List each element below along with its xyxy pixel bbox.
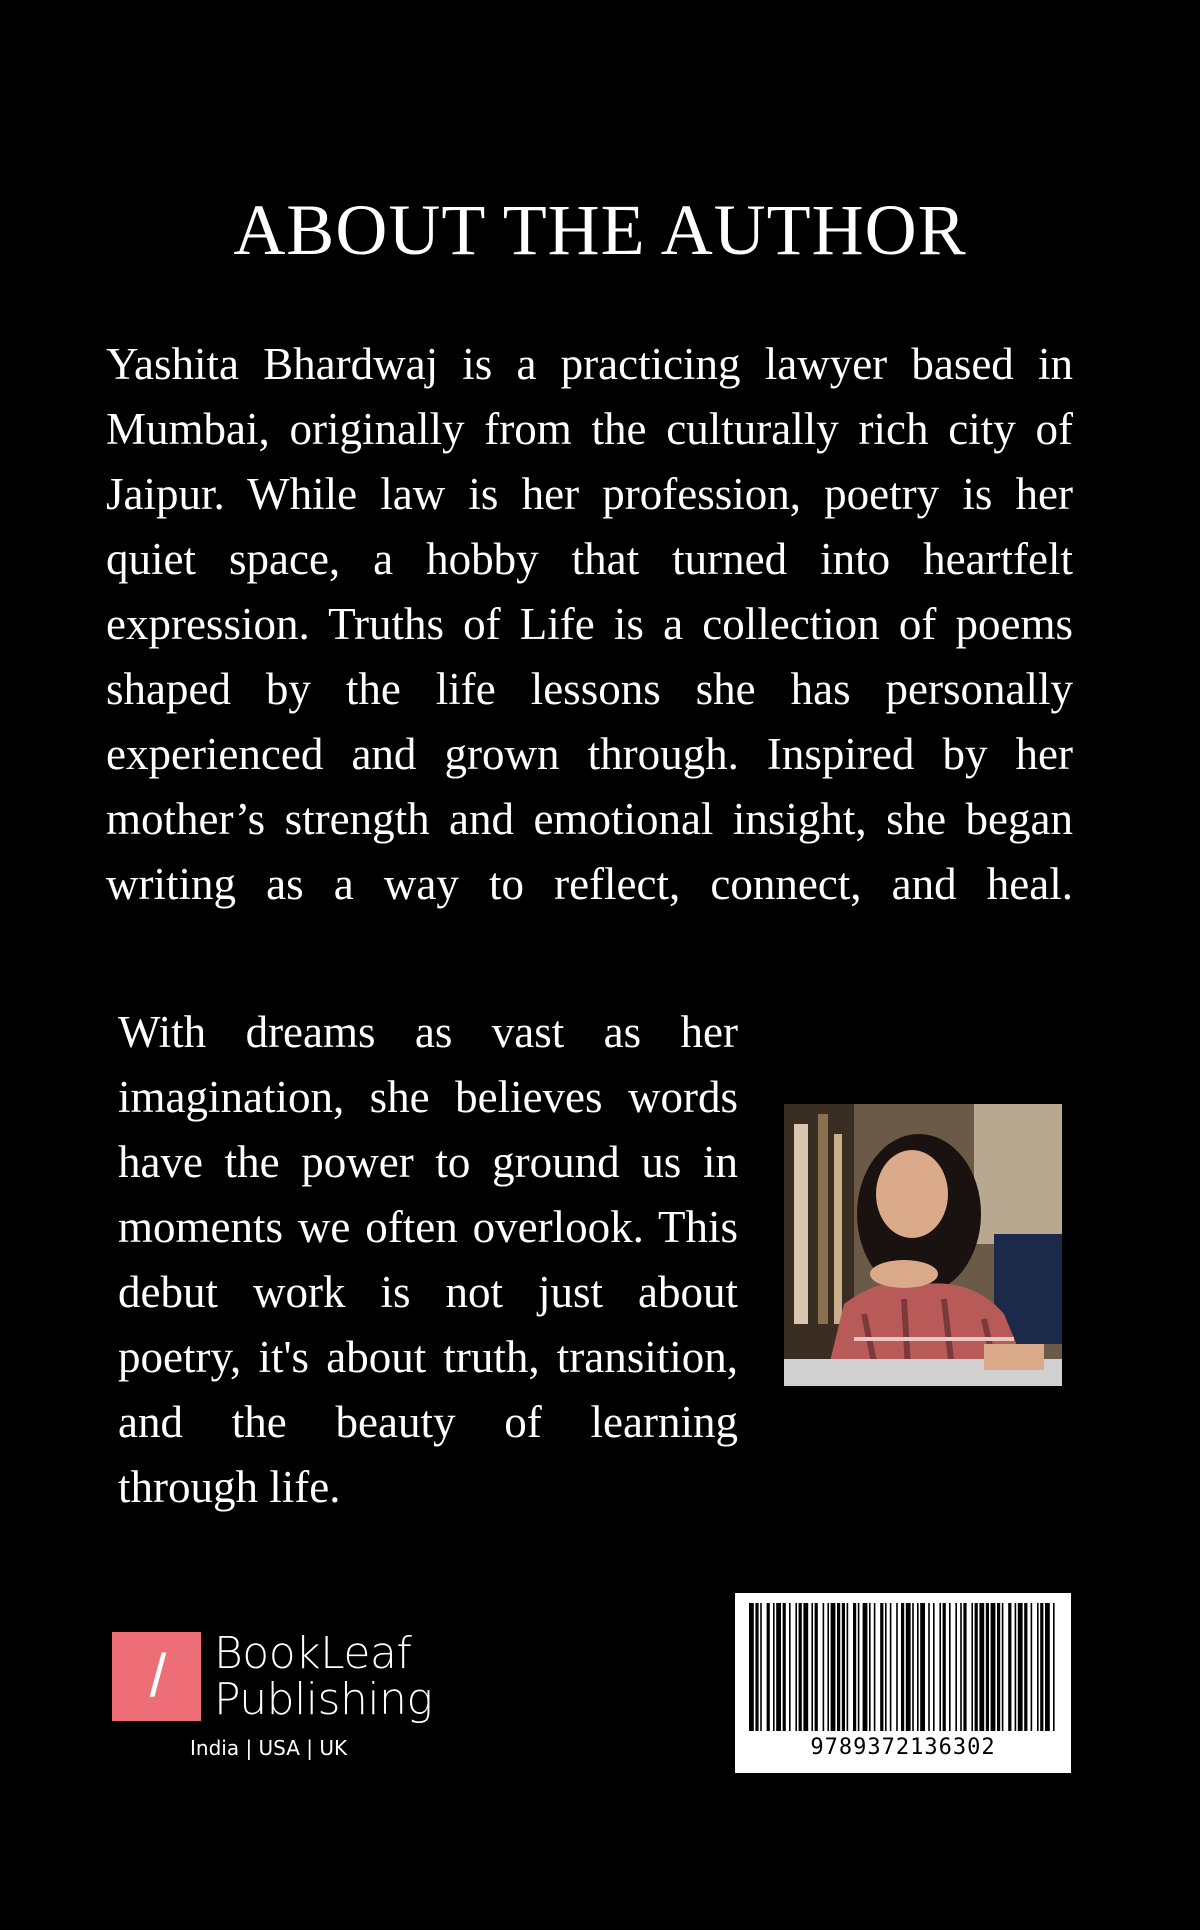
publisher-logo-slash: /	[149, 1642, 167, 1709]
barcode-bar	[943, 1603, 946, 1731]
isbn-number: 9789372136302	[810, 1735, 996, 1760]
barcode-bar	[885, 1603, 887, 1731]
barcode-bar	[986, 1603, 989, 1731]
barcode-bar	[901, 1603, 904, 1731]
barcode-bar	[960, 1603, 962, 1731]
barcode-bar	[869, 1603, 871, 1731]
about-author-heading: ABOUT THE AUTHOR	[233, 190, 967, 270]
barcode-bar	[890, 1603, 892, 1731]
barcode-bar	[837, 1603, 840, 1731]
publisher-regions: India | USA | UK	[190, 1736, 348, 1760]
publisher-name-line2: Publishing	[214, 1674, 433, 1725]
publisher-name-line1: BookLeaf	[214, 1628, 412, 1679]
barcode-bar	[979, 1603, 984, 1731]
barcode-bar	[949, 1603, 951, 1731]
barcode-bar	[1002, 1603, 1004, 1731]
publisher-logo-mark	[112, 1632, 201, 1721]
barcode-bar	[912, 1603, 914, 1731]
barcode-bars	[749, 1603, 1057, 1731]
bio-paragraph-1: Yashita Bhardwaj is a practicing lawyer based in Mumbai, originally from the culturally rich city of Jaipur. While law is her profession, poetry is her quiet space, a hobby that turned into heartfelt expression. Truths of Life is a collection of poems shaped by the life lessons she has personally experienced and grown through. Inspired by her mother’s strength and emotional insight, she began writing as a way to reflect, connect, and heal.	[106, 339, 1073, 909]
barcode-bar	[939, 1603, 941, 1731]
barcode-bar	[1031, 1603, 1033, 1731]
barcode-bar	[755, 1603, 758, 1731]
author-photo	[784, 1104, 1062, 1386]
barcode-bar	[863, 1603, 868, 1731]
barcode-bar	[1040, 1603, 1043, 1731]
barcode-bar	[997, 1603, 1000, 1731]
barcode-bar	[795, 1603, 797, 1731]
barcode-bar	[749, 1603, 754, 1731]
isbn-barcode	[735, 1593, 1071, 1773]
publisher-logo	[112, 1628, 452, 1772]
barcode-bar	[847, 1603, 849, 1731]
barcode-bar	[1037, 1603, 1039, 1731]
barcode-bar	[1024, 1603, 1027, 1731]
barcode-bar	[789, 1603, 791, 1731]
barcode-bar	[811, 1603, 813, 1731]
barcode-bar	[858, 1603, 860, 1731]
barcode-bar	[853, 1603, 856, 1731]
barcode-bar	[823, 1603, 825, 1731]
barcode-bar	[767, 1603, 770, 1731]
barcode-bar	[963, 1603, 966, 1731]
barcode-bar	[874, 1603, 876, 1731]
barcode-bar	[928, 1603, 930, 1731]
barcode-bar	[933, 1603, 935, 1731]
bio-paragraph-2: With dreams as vast as her imagination, she believes words have the power to ground us in moments we often overlook. This debut work is not just about poetry, it's about truth, transition, and the beauty of learning through life.	[118, 1007, 738, 1512]
barcode-bar	[1053, 1603, 1055, 1731]
barcode-bar	[971, 1603, 973, 1731]
barcode-bar	[991, 1603, 996, 1731]
barcode-bar	[799, 1603, 802, 1731]
barcode-bar	[803, 1603, 808, 1731]
barcode-bar	[842, 1603, 845, 1731]
barcode-bar	[773, 1603, 775, 1731]
barcode-bar	[831, 1603, 836, 1731]
barcode-bar	[1018, 1603, 1023, 1731]
barcode-bar	[975, 1603, 978, 1731]
barcode-bar	[955, 1603, 957, 1731]
barcode-bar	[776, 1603, 781, 1731]
barcode-bar	[827, 1603, 829, 1731]
barcode-bar	[760, 1603, 762, 1731]
barcode-bar	[896, 1603, 898, 1731]
barcode-bar	[1045, 1603, 1050, 1731]
barcode-bar	[917, 1603, 919, 1731]
barcode-bar	[920, 1603, 925, 1731]
barcode-bar	[783, 1603, 786, 1731]
barcode-bar	[906, 1603, 911, 1731]
barcode-bar	[1008, 1603, 1011, 1731]
barcode-bar	[815, 1603, 818, 1731]
barcode-bar	[880, 1603, 883, 1731]
barcode-bar	[1015, 1603, 1017, 1731]
